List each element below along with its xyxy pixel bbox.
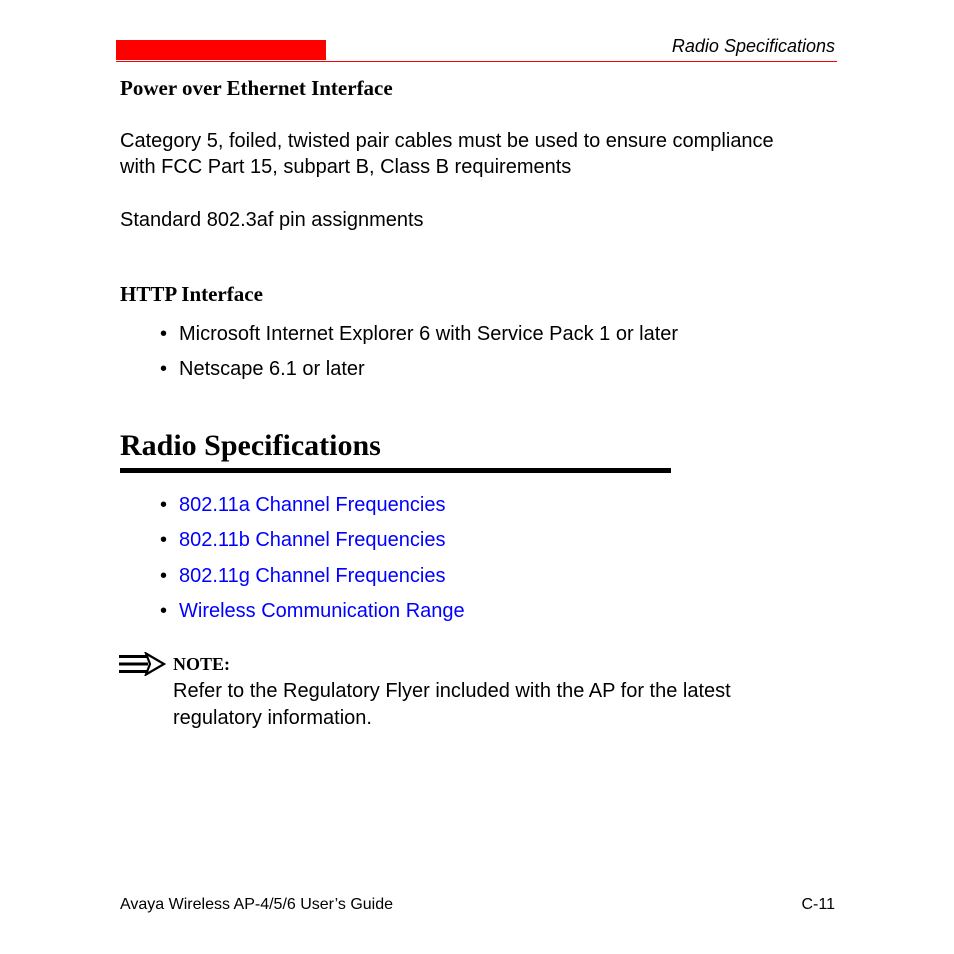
link-80211a-channel-frequencies[interactable]: 802.11a Channel Frequencies <box>179 494 446 516</box>
note-text-line2: regulatory information. <box>173 707 372 729</box>
list-item <box>160 322 678 357</box>
list-item <box>160 357 678 392</box>
list-item <box>160 564 465 599</box>
bullet-icon: • <box>160 358 168 380</box>
footer-page-number: C-11 <box>801 896 835 913</box>
header-rule <box>116 61 837 62</box>
footer-guide-title: Avaya Wireless AP-4/5/6 User’s Guide <box>120 896 394 913</box>
note-arrow-icon <box>118 652 166 676</box>
link-80211b-channel-frequencies[interactable]: 802.11b Channel Frequencies <box>179 529 446 552</box>
poe-heading: Power over Ethernet Interface <box>120 76 393 100</box>
poe-paragraph <box>120 128 774 180</box>
list-item <box>160 493 465 528</box>
poe-paragraph-line2: with FCC Part 15, subpart B, Class B requirements <box>120 156 572 178</box>
header-accent-bar <box>116 40 326 60</box>
poe-pin-assignments: Standard 802.3af pin assignments <box>120 209 424 231</box>
list-item-text: Microsoft Internet Explorer 6 with Service Pack 1 or later <box>179 323 679 345</box>
link-80211g-channel-frequencies[interactable]: 802.11g Channel Frequencies <box>179 564 446 587</box>
link-wireless-communication-range[interactable]: Wireless Communication Range <box>179 599 465 622</box>
bullet-icon: • <box>160 564 168 587</box>
running-header-title: Radio Specifications <box>671 36 835 56</box>
note-label: NOTE: <box>173 654 231 674</box>
poe-paragraph-line1: Category 5, foiled, twisted pair cables must be used to ensure compliance <box>120 130 774 152</box>
bullet-icon: • <box>160 529 168 552</box>
list-item <box>160 528 465 563</box>
section-title: Radio Specifications <box>120 429 381 462</box>
list-item-text: Netscape 6.1 or later <box>179 358 365 380</box>
list-item <box>160 599 465 634</box>
radio-links-list <box>160 493 465 634</box>
section-title-rule <box>120 468 671 473</box>
note-text-line1: Refer to the Regulatory Flyer included with the AP for the latest <box>173 680 731 702</box>
bullet-icon: • <box>160 494 168 516</box>
http-heading: HTTP Interface <box>120 282 263 306</box>
bullet-icon: • <box>160 323 168 345</box>
note-text <box>173 678 731 732</box>
http-list <box>160 322 678 392</box>
bullet-icon: • <box>160 599 168 622</box>
